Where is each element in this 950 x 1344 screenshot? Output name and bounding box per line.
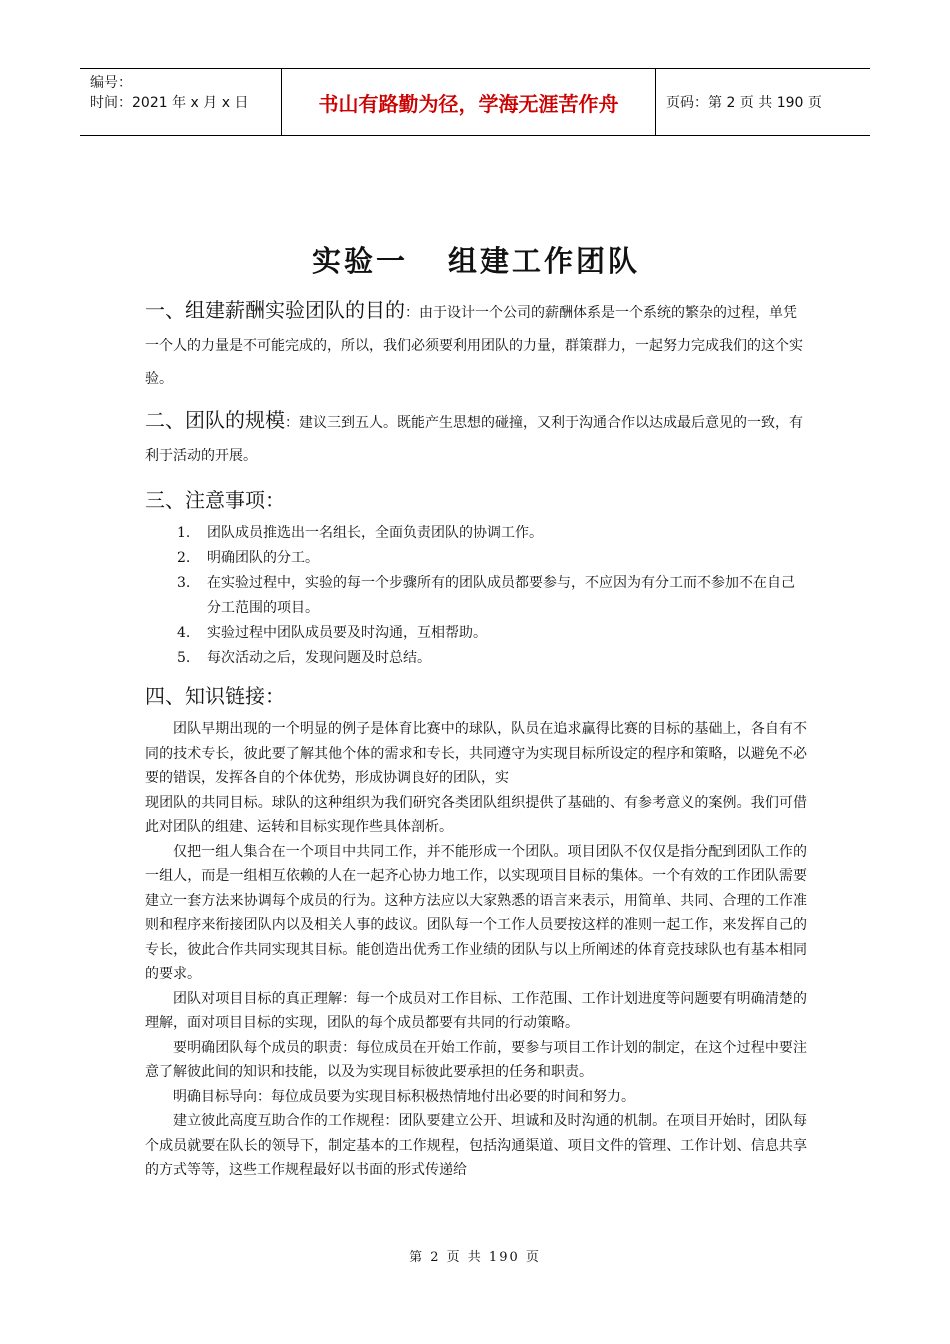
- section1-heading: 一、组建薪酬实验团队的目的: [145, 298, 405, 322]
- section1-colon: ：: [405, 305, 419, 321]
- section3-heading: 三、注意事项：: [145, 488, 285, 512]
- list-item-text: 明确团队的分工。: [207, 550, 319, 566]
- header-meta: [80, 69, 282, 135]
- page-footer: 第 2 页 共 190 页: [409, 1250, 541, 1265]
- body-paragraph: 建立彼此高度互助合作的工作规程：团队要建立公开、坦诚和及时沟通的机制。在项目开始时，团队每个成员就要在队长的领导下，制定基本的工作规程，包括沟通渠道、项目文件的管理、工作计划、信息共享的方式等等，这些工作规程最好以书面的形式传递给: [145, 1113, 807, 1178]
- list-item-number: 4.: [177, 625, 191, 641]
- page-title: [145, 238, 807, 284]
- list-item-text: 团队成员推选出一名组长，全面负责团队的协调工作。: [207, 525, 543, 541]
- section1-paragraph: [145, 294, 807, 396]
- notes-list: [145, 521, 807, 671]
- body-paragraph: 明确目标导向：每位成员要为实现目标积极热情地付出必要的时间和努力。: [173, 1088, 635, 1105]
- section2-text: 建议三到五人。既能产生思想的碰撞，又利于沟通合作以达成最后意见的一致，有利于活动的开展。: [145, 415, 803, 464]
- list-item-text: 每次活动之后，发现问题及时总结。: [207, 650, 431, 666]
- list-item-number: 3.: [177, 575, 191, 591]
- body-paragraph: 团队对项目目标的真正理解：每一个成员对工作目标、工作范围、工作计划进度等问题要有明确清楚的理解，面对项目目标的实现，团队的每个成员都要有共同的行动策略。: [145, 990, 807, 1031]
- section2-paragraph: [145, 404, 807, 473]
- list-item-text: 在实验过程中，实验的每一个步骤所有的团队成员都要参与，不应因为有分工而不参加不在自己分工范围的项目。: [207, 575, 795, 616]
- section1-text: 由于设计一个公司的薪酬体系是一个系统的繁杂的过程，单凭一个人的力量是不可能完成的，所以，我们必须要利用团队的力量，群策群力，一起努力完成我们的这个实验。: [145, 305, 803, 387]
- header-date-label: 时间：2021 年 x 月 x 日: [90, 95, 249, 111]
- body-paragraph: 现团队的共同目标。球队的这种组织为我们研究各类团队组织提供了基础的、有参考意义的案例。我们可借此对团队的组建、运转和目标实现作些具体剖析。: [145, 794, 807, 835]
- list-item-number: 2.: [177, 550, 191, 566]
- body-paragraph: 团队早期出现的一个明显的例子是体育比赛中的球队，队员在追求赢得比赛的目标的基础上，各自有不同的技术专长，彼此要了解其他个体的需求和专长，共同遵守为实现目标所设定的程序和策略，以避免不必要的错误，发挥各自的个体优势，形成协调良好的团队，实: [145, 721, 807, 786]
- header-motto: 书山有路勤为径，学海无涯苦作舟: [282, 69, 656, 135]
- list-item-text: 实验过程中团队成员要及时沟通，互相帮助。: [207, 625, 487, 641]
- header-number-label: 编号：: [90, 75, 132, 91]
- section4-heading: 四、知识链接：: [145, 684, 285, 708]
- body-paragraph: 要明确团队每个成员的职责：每位成员在开始工作前，要参与项目工作计划的制定，在这个过程中要注意了解彼此间的知识和技能，以及为实现目标彼此要承担的任务和职责。: [145, 1039, 807, 1080]
- section2-colon: ：: [285, 415, 299, 431]
- list-item: [145, 521, 807, 546]
- list-item-number: 1.: [177, 525, 191, 541]
- list-item: [145, 571, 807, 621]
- title-part1: 实验一: [311, 244, 408, 278]
- body-paragraph: 仅把一组人集合在一个项目中共同工作，并不能形成一个团队。项目团队不仅仅是指分配到团队工作的一组人，而是一组相互依赖的人在一起齐心协力地工作，以实现项目目标的集体。一个有效的工作团队需要建立一套方法来协调每个成员的行为。这种方法应以大家熟悉的语言来表示，用简单、共同、合理的工作准则和程序来衔接团队内以及相关人事的歧议。团队每一个工作人员要按这样的准则一起工作，来发挥自己的专长，彼此合作共同实现其目标。能创造出优秀工作业绩的团队与以上所阐述的体育竞技球队也有基本相同的要求。: [145, 843, 807, 982]
- header-page-info: 页码：第 2 页 共 190 页: [666, 95, 822, 111]
- list-item: [145, 546, 807, 571]
- list-item: [145, 646, 807, 671]
- list-item-number: 5.: [177, 650, 191, 666]
- page-header: [80, 68, 870, 136]
- document-body: [145, 238, 807, 1183]
- section2-heading: 二、团队的规模: [145, 408, 285, 432]
- title-part2: 组建工作团队: [448, 244, 641, 278]
- list-item: [145, 621, 807, 646]
